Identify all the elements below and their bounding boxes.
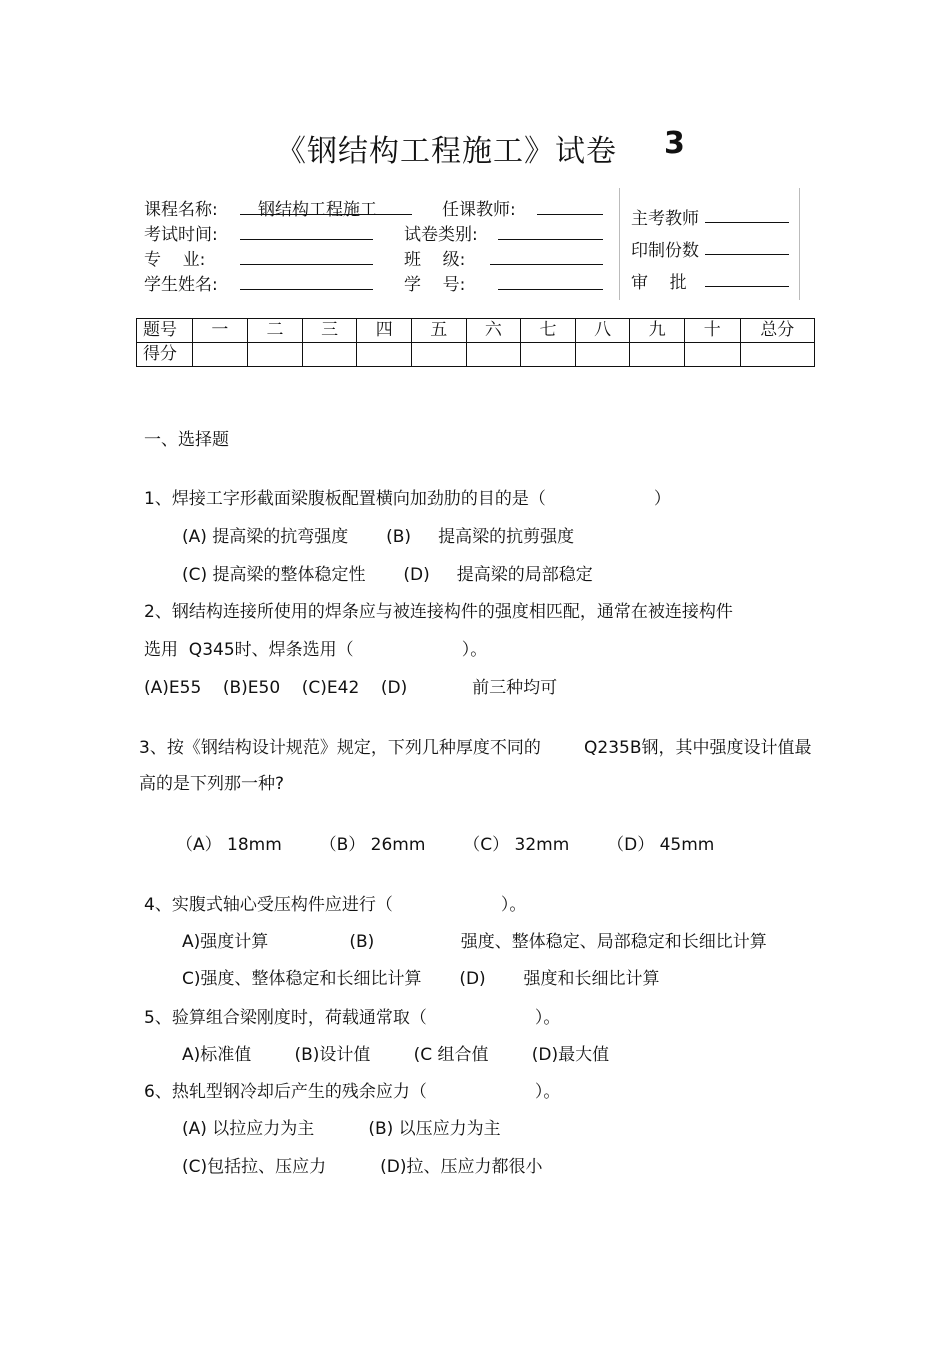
question-4-options-ab: A)强度计算 (B) 强度、整体稳定、局部稳定和长细比计算 xyxy=(182,932,767,952)
right-box-right-border xyxy=(799,188,800,300)
question-4-stem: 4、实腹式轴心受压构件应进行（ ）。 xyxy=(144,895,527,915)
course-value: 钢结构工程施工 xyxy=(258,200,377,220)
score-row xyxy=(137,343,815,367)
exam-number: 3 xyxy=(664,126,685,161)
question-5-stem: 5、验算组合梁刚度时，荷载通常取（ ）。 xyxy=(144,1008,561,1028)
row-label: 题号 xyxy=(137,319,193,343)
course-label: 课程名称: xyxy=(144,200,218,220)
exam-time-field[interactable] xyxy=(240,239,373,240)
section-heading: 一、选择题 xyxy=(144,430,229,450)
print-copies-label: 印制份数 xyxy=(631,241,699,261)
row-label: 得分 xyxy=(137,343,193,367)
question-3-stem-line2: 高的是下列那一种? xyxy=(139,774,285,794)
question-3-stem-line1: 3、按《钢结构设计规范》规定，下列几种厚度不同的 Q235B钢，其中强度设计值最 xyxy=(139,738,812,758)
paper-type-label: 试卷类别: xyxy=(404,225,478,245)
exam-time-label: 考试时间: xyxy=(144,225,218,245)
exam-title: 《钢结构工程施工》试卷 xyxy=(276,134,617,169)
question-5-options: A)标准值 (B)设计值 (C 组合值 (D)最大值 xyxy=(182,1045,610,1065)
score-cell[interactable] xyxy=(684,343,740,367)
approval-label: 审 批 xyxy=(631,273,687,293)
question-6-stem: 6、热轧型钢冷却后产生的残余应力（ ）。 xyxy=(144,1082,561,1102)
class-label: 班 级: xyxy=(404,250,466,270)
column-header: 三 xyxy=(302,319,357,343)
score-table xyxy=(136,318,815,367)
class-field[interactable] xyxy=(490,264,603,265)
right-box-left-border xyxy=(619,188,620,300)
question-2-stem-line1: 2、钢结构连接所使用的焊条应与被连接构件的强度相匹配，通常在被连接构件 xyxy=(144,602,733,622)
column-header: 二 xyxy=(248,319,303,343)
question-6-options-ab: (A) 以拉应力为主 (B) 以压应力为主 xyxy=(182,1119,501,1139)
course-underline xyxy=(240,214,412,215)
student-no-field[interactable] xyxy=(498,289,603,290)
score-cell[interactable] xyxy=(248,343,303,367)
score-cell[interactable] xyxy=(521,343,576,367)
score-cell[interactable] xyxy=(466,343,521,367)
student-name-label: 学生姓名: xyxy=(144,275,218,295)
question-1-options-cd: (C) 提高梁的整体稳定性 (D) 提高梁的局部稳定 xyxy=(182,565,593,585)
teacher-label: 任课教师: xyxy=(442,200,516,220)
score-cell[interactable] xyxy=(412,343,467,367)
major-field[interactable] xyxy=(240,264,373,265)
question-1-options-ab: (A) 提高梁的抗弯强度 (B) 提高梁的抗剪强度 xyxy=(182,527,575,547)
question-1-stem: 1、焊接工字形截面梁腹板配置横向加劲肋的目的是（ ） xyxy=(144,489,671,509)
column-header: 九 xyxy=(630,319,685,343)
column-header: 五 xyxy=(412,319,467,343)
column-header: 七 xyxy=(521,319,576,343)
column-header: 八 xyxy=(575,319,630,343)
print-copies-field[interactable] xyxy=(705,254,789,255)
column-header: 总分 xyxy=(740,319,814,343)
chief-examiner-label: 主考教师 xyxy=(631,209,699,229)
major-label: 专 业: xyxy=(144,250,206,270)
score-cell[interactable] xyxy=(357,343,412,367)
student-no-label: 学 号: xyxy=(404,275,466,295)
question-4-options-cd: C)强度、整体稳定和长细比计算 (D) 强度和长细比计算 xyxy=(182,969,660,989)
score-cell[interactable] xyxy=(630,343,685,367)
column-header: 四 xyxy=(357,319,412,343)
score-cell[interactable] xyxy=(192,343,248,367)
teacher-field[interactable] xyxy=(537,214,603,215)
question-6-options-cd: (C)包括拉、压应力 (D)拉、压应力都很小 xyxy=(182,1157,543,1177)
question-number-row xyxy=(137,319,815,343)
column-header: 六 xyxy=(466,319,521,343)
approval-field[interactable] xyxy=(705,286,789,287)
question-2-options: (A)E55 (B)E50 (C)E42 (D) 前三种均可 xyxy=(144,678,558,698)
question-3-options: （A） 18mm （B） 26mm （C） 32mm （D） 45mm xyxy=(176,835,715,855)
score-cell[interactable] xyxy=(740,343,814,367)
paper-type-field[interactable] xyxy=(498,239,603,240)
score-cell[interactable] xyxy=(575,343,630,367)
score-cell[interactable] xyxy=(302,343,357,367)
column-header: 十 xyxy=(684,319,740,343)
question-2-stem-line2: 选用 Q345时、焊条选用（ ）。 xyxy=(144,640,488,660)
student-name-field[interactable] xyxy=(240,289,373,290)
chief-examiner-field[interactable] xyxy=(705,222,789,223)
column-header: 一 xyxy=(192,319,248,343)
